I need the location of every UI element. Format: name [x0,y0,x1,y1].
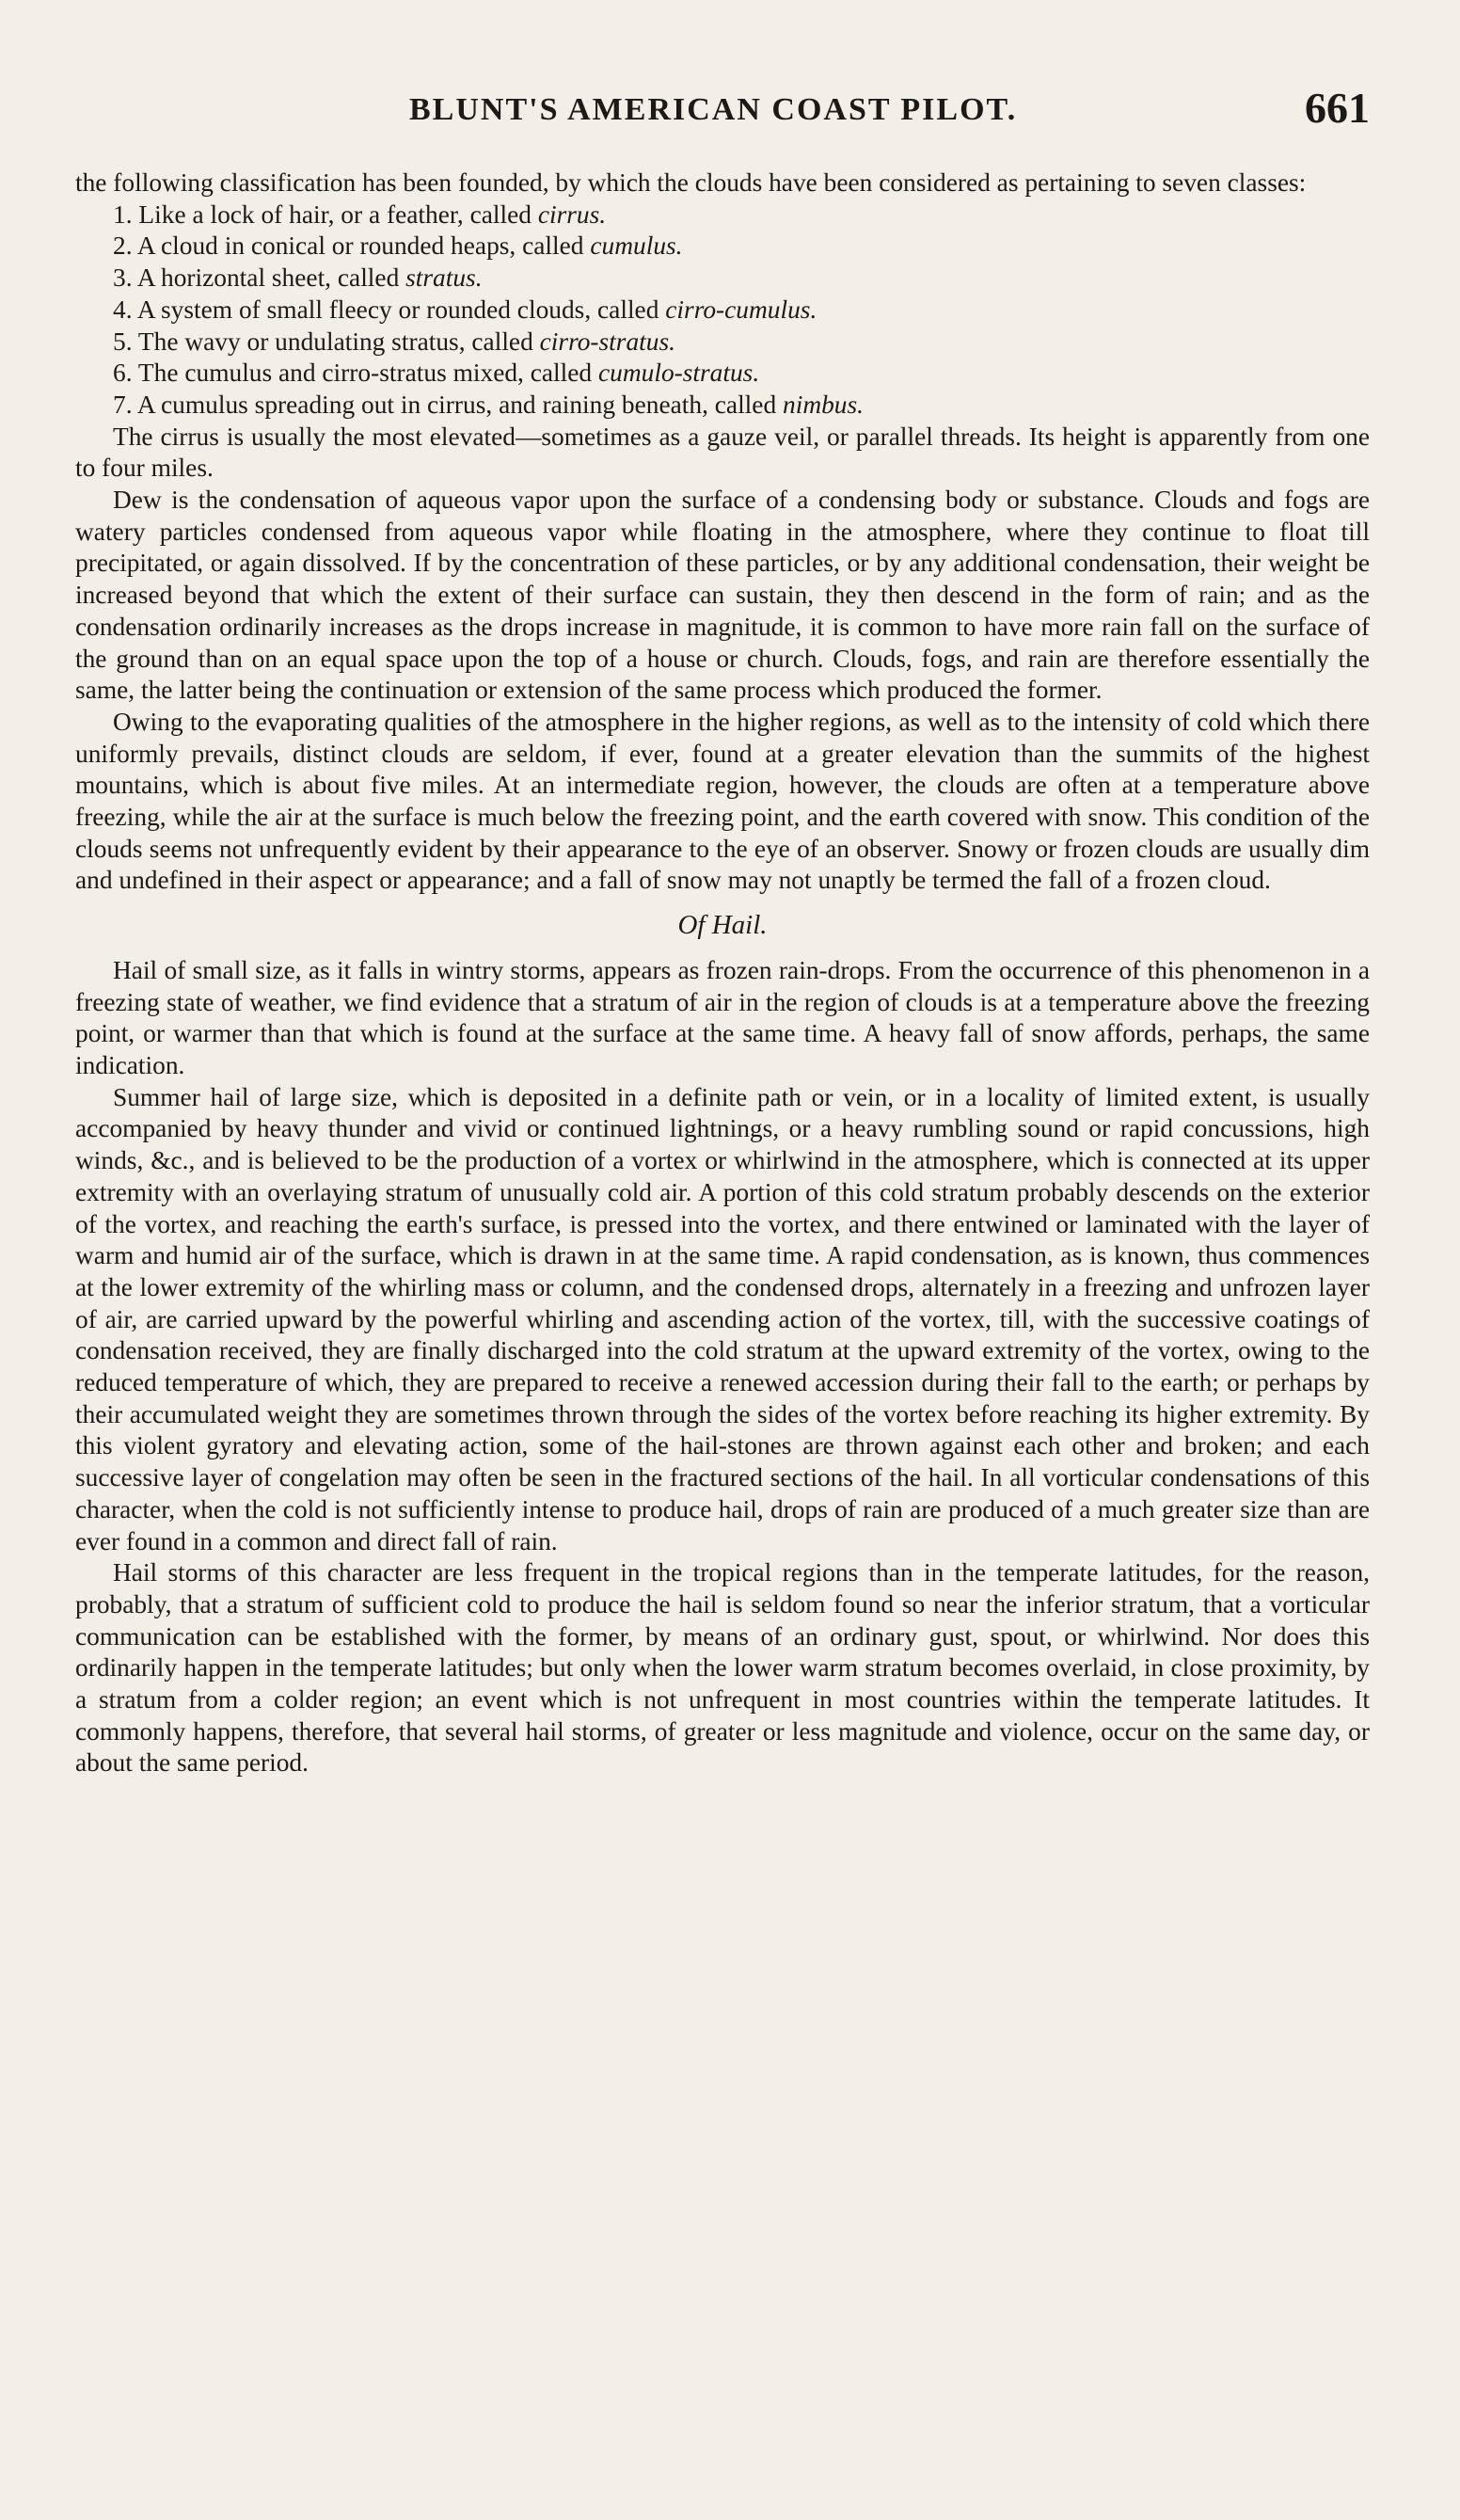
item-term: stratus. [405,263,483,293]
item-number: 1. [113,199,133,229]
hail-storms-paragraph: Hail storms of this character are less frequent in the tropical regions than in the temperate latitudes, for the reason, probably, that a stratum of sufficient cold to produce the hail is seldom found so near the inferior stratum, that a vorticular communication can be established with the former, by means of an ordinary gust, spout, or whirlwind. Nor does this ordinarily happen in the temperate latitudes; but only when the lower warm stratum becomes overlaid, in close proximity, by a stratum from a colder region; an event which is not unfrequent in most countries within the temperate latitudes. It commonly happens, therefore, that several hail storms, of greater or less magnitude and violence, occur on the same day, or about the same period. [75,1558,1370,1778]
item-text: A horizontal sheet, called [136,263,400,293]
section-title: Of Hail. [677,910,768,941]
list-item [75,327,1370,359]
list-item [75,263,1370,295]
item-term: cirrus. [537,199,607,229]
item-number: 7. [113,390,133,419]
item-number: 3. [113,263,133,293]
item-text: The cumulus and cirro-stratus mixed, called [137,359,593,388]
body-text [75,167,1370,1779]
item-text: The wavy or undulating stratus, called [137,327,533,356]
item-term: nimbus. [783,390,864,419]
item-term: cirro-cumulus. [665,295,817,324]
item-number: 2. [113,231,133,261]
list-item [75,231,1370,263]
summer-hail-paragraph: Summer hail of large size, which is deposited in a definite path or vein, or in a locality of limited extent, is usually accompanied by heavy thunder and vivid or continued lightnings, or a heavy rumbling sound or rapid concussions, high winds, &c., and is believed to be the production of a vortex or whirlwind in the atmosphere, which is connected at its upper extremity with an overlaying stratum of unusually cold air. A portion of this cold stratum probably descends on the exterior of the vortex, and reaching the earth's surface, is pressed into the vortex, and there entwined or laminated with the layer of warm and humid air of the surface, which is drawn in at the same time. A rapid condensation, as is known, thus commences at the lower extremity of the whirling mass or column, and the condensed drops, alternately in a freezing and unfrozen layer of air, are carried upward by the powerful whirling and ascending action of the vortex, till, with the successive coatings of condensation received, they are finally discharged into the cold stratum at the upward extremity of the vortex, owing to the reduced temperature of which, they are prepared to receive a renewed accession during their fall to the earth; or perhaps by their accumulated weight they are sometimes thrown through the sides of the vortex before reaching its higher extremity. By this violent gyratory and elevating action, some of the hail-stones are thrown against each other and broken; and each successive layer of congelation may often be seen in the fractured sections of the hail. In all vorticular condensations of this character, when the cold is not sufficiently intense to produce hail, drops of rain are produced of a much greater size than are ever found in a common and direct fall of rain. [75,1082,1370,1555]
cirrus-paragraph: The cirrus is usually the most elevated—sometimes as a gauze veil, or parallel threads. Its height is apparently from one to four miles. [75,422,1370,483]
list-item [75,295,1370,327]
list-item [75,390,1370,422]
cloud-classes-list [75,199,1370,422]
small-hail-paragraph: Hail of small size, as it falls in wintry storms, appears as frozen rain-drops. From the occurrence of this phenomenon in a freezing state of weather, we find evidence that a stratum of air in the region of clouds is at a temperature above the freezing point, or warmer than that which is found at the surface at the same time. A heavy fall of snow affords, perhaps, the same indication. [75,955,1370,1079]
item-text: A cloud in conical or rounded heaps, called [136,231,584,261]
item-text: A system of small fleecy or rounded clouds, called [136,295,659,324]
list-item [75,358,1370,390]
list-item [75,199,1370,231]
page-number: 661 [1305,84,1370,132]
intro-paragraph: the following classification has been founded, by which the clouds have been considered as pertaining to seven classes: [75,168,1307,197]
running-head: BLUNT'S AMERICAN COAST PILOT. [409,92,1018,127]
item-number: 5. [113,327,133,356]
item-number: 6. [113,359,133,388]
dew-paragraph: Dew is the condensation of aqueous vapor upon the surface of a condensing body or substance. Clouds and fogs are watery particles condensed from aqueous vapor while floating in the atmosphere, where they continue to float till precipitated, or again dissolved. If by the concentration of these particles, or by any additional condensation, their weight be increased beyond that which the extent of their surface can sustain, they then descend in the form of rain; and as the condensation ordinarily increases as the drops increase in magnitude, it is common to have more rain fall on the surface of the ground than on an equal space upon the top of a house or church. Clouds, fogs, and rain are therefore essentially the same, the latter being the continuation or extension of the same process which produced the former. [75,486,1370,705]
item-text: A cumulus spreading out in cirrus, and raining beneath, called [136,390,777,419]
item-text: Like a lock of hair, or a feather, called [138,199,532,229]
item-term: cumulo-stratus. [598,359,760,388]
item-number: 4. [113,295,133,324]
item-term: cirro-stratus. [539,327,675,356]
page-header [75,83,1370,139]
item-term: cumulus. [590,231,683,261]
evaporation-paragraph: Owing to the evaporating qualities of the atmosphere in the higher regions, as well as to the intensity of cold which there uniformly prevails, distinct clouds are seldom, if ever, found at a greater elevation than the summits of the highest mountains, which is about five miles. At an intermediate region, however, the clouds are often at a temperature above freezing, while the air at the surface is much below the freezing point, and the earth covered with snow. This condition of the clouds seems not unfrequently evident by their appearance to the eye of an observer. Snowy or frozen clouds are usually dim and undefined in their aspect or appearance; and a fall of snow may not unaptly be termed the fall of a frozen cloud. [75,707,1370,895]
